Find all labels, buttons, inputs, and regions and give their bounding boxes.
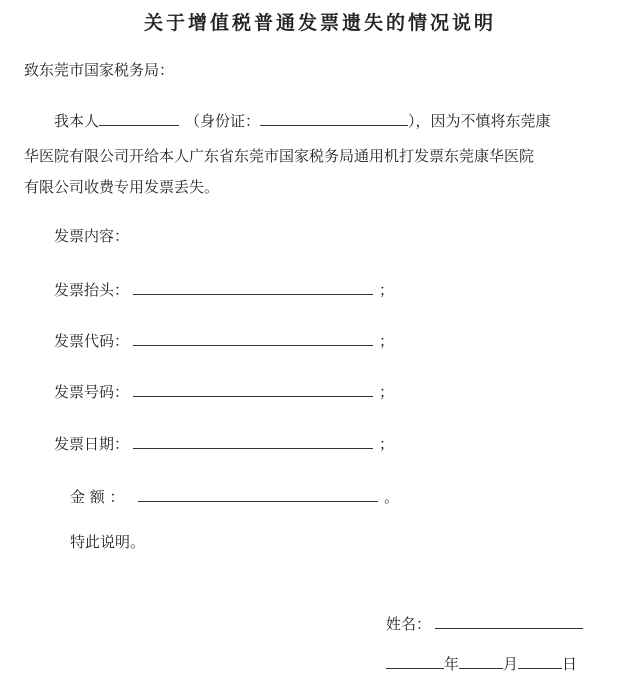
year-label: 年 bbox=[444, 655, 460, 673]
invoice-code-label: 发票代码： bbox=[54, 332, 130, 350]
invoice-content-heading: 发票内容： bbox=[54, 227, 130, 245]
day-label: 日 bbox=[562, 655, 578, 673]
document-title: 关于增值税普通发票遗失的情况说明 bbox=[143, 12, 496, 34]
signature-date-row bbox=[386, 652, 577, 674]
month-blank bbox=[459, 652, 503, 669]
invoice-code-blank bbox=[133, 329, 373, 346]
invoice-date-label: 发票日期： bbox=[54, 435, 130, 453]
invoice-number-label: 发票号码： bbox=[54, 383, 130, 401]
invoice-number-end: ； bbox=[379, 383, 395, 401]
addressee: 致东莞市国家税务局： bbox=[24, 61, 175, 79]
paragraph-part-me: 我本人 bbox=[54, 112, 100, 130]
invoice-amount-end: 。 bbox=[384, 488, 400, 506]
invoice-amount-blank bbox=[138, 485, 378, 502]
paragraph-line-3: 有限公司收费专用发票丢失。 bbox=[24, 178, 220, 196]
invoice-title-row bbox=[54, 278, 394, 300]
invoice-number-blank bbox=[133, 380, 373, 397]
signature-name-row bbox=[386, 612, 583, 634]
invoice-number-row bbox=[54, 380, 394, 402]
invoice-code-row bbox=[54, 329, 394, 351]
closing-statement: 特此说明。 bbox=[70, 533, 146, 551]
day-blank bbox=[518, 652, 562, 669]
signature-name-blank bbox=[435, 612, 583, 629]
invoice-code-end: ； bbox=[379, 332, 395, 350]
paragraph-part-id: （身份证： bbox=[185, 112, 261, 130]
invoice-title-label: 发票抬头： bbox=[54, 281, 130, 299]
invoice-amount-label: 金 额 ： bbox=[70, 488, 125, 506]
paragraph-part-reason: ），因为不慎将东莞康 bbox=[408, 112, 551, 130]
name-blank bbox=[99, 109, 179, 126]
invoice-date-row bbox=[54, 432, 394, 454]
invoice-title-blank bbox=[133, 278, 373, 295]
paragraph-line-2: 华医院有限公司开给本人广东省东莞市国家税务局通用机打发票东莞康华医院 bbox=[24, 147, 535, 165]
invoice-date-end: ； bbox=[379, 435, 395, 453]
year-blank bbox=[386, 652, 444, 669]
id-number-blank bbox=[260, 109, 408, 126]
paragraph-line-1 bbox=[54, 109, 551, 131]
invoice-amount-row bbox=[70, 485, 399, 507]
signature-name-label: 姓名： bbox=[386, 615, 432, 633]
invoice-title-end: ； bbox=[379, 281, 395, 299]
invoice-date-blank bbox=[133, 432, 373, 449]
month-label: 月 bbox=[503, 655, 519, 673]
